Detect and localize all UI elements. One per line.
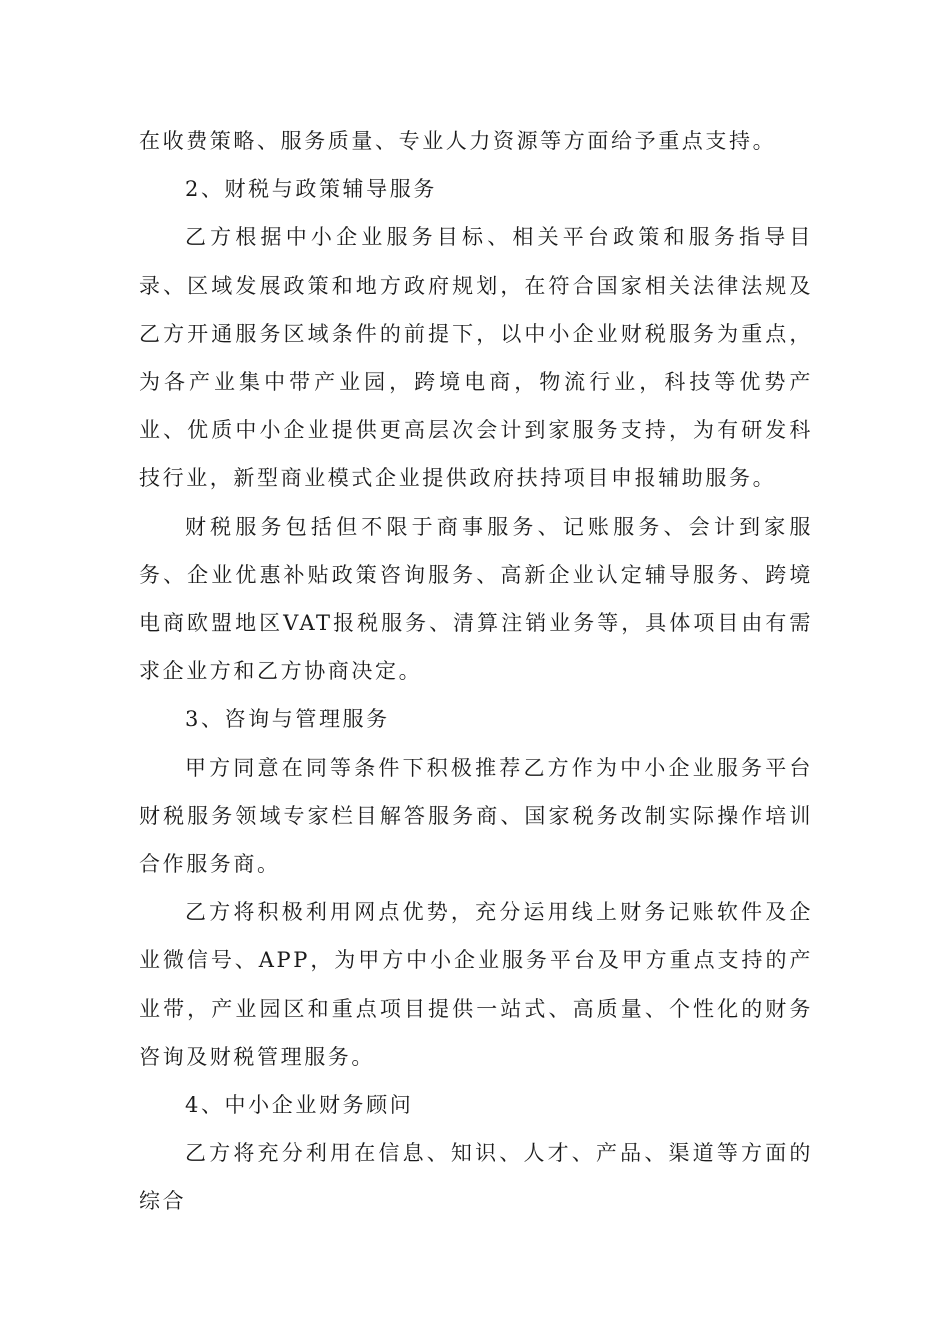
section-heading-2: 2、财税与政策辅导服务 [185,177,437,202]
paragraph: 乙方根据中小企业服务目标、相关平台政策和服务指导目录、区域发展政策和地方政府规划，在符合国家相关法律法规及乙方开通服务区域条件的前提下，以中小企业财税服务为重点，为各产业集中带产业园，跨境电商，物流行业，科技等优势产业、优质中小企业提供更高层次会计到家服务支持，为有研发科技行业，新型商业模式企业提供政府扶持项目申报辅助服务。 [139,225,813,491]
section-heading-4: 4、中小企业财务顾问 [185,1093,414,1118]
paragraph: 甲方同意在同等条件下积极推荐乙方作为中小企业服务平台财税服务领域专家栏目解答服务商、国家税务改制实际操作培训合作服务商。 [139,755,813,877]
paragraph: 乙方将充分利用在信息、知识、人才、产品、渠道等方面的综合 [139,1141,813,1214]
paragraph: 乙方将积极利用网点优势，充分运用线上财务记账软件及企业微信号、APP，为甲方中小企业服务平台及甲方重点支持的产业带，产业园区和重点项目提供一站式、高质量、个性化的财务咨询及财税管理服务。 [139,900,813,1069]
document-body [139,117,813,1226]
section-heading-3: 3、咨询与管理服务 [185,707,390,732]
paragraph-continuation: 在收费策略、服务质量、专业人力资源等方面给予重点支持。 [139,129,777,153]
paragraph: 财税服务包括但不限于商事服务、记账服务、会计到家服务、企业优惠补贴政策咨询服务、高新企业认定辅导服务、跨境电商欧盟地区VAT报税服务、清算注销业务等，具体项目由有需求企业方和乙方协商决定。 [139,514,813,684]
